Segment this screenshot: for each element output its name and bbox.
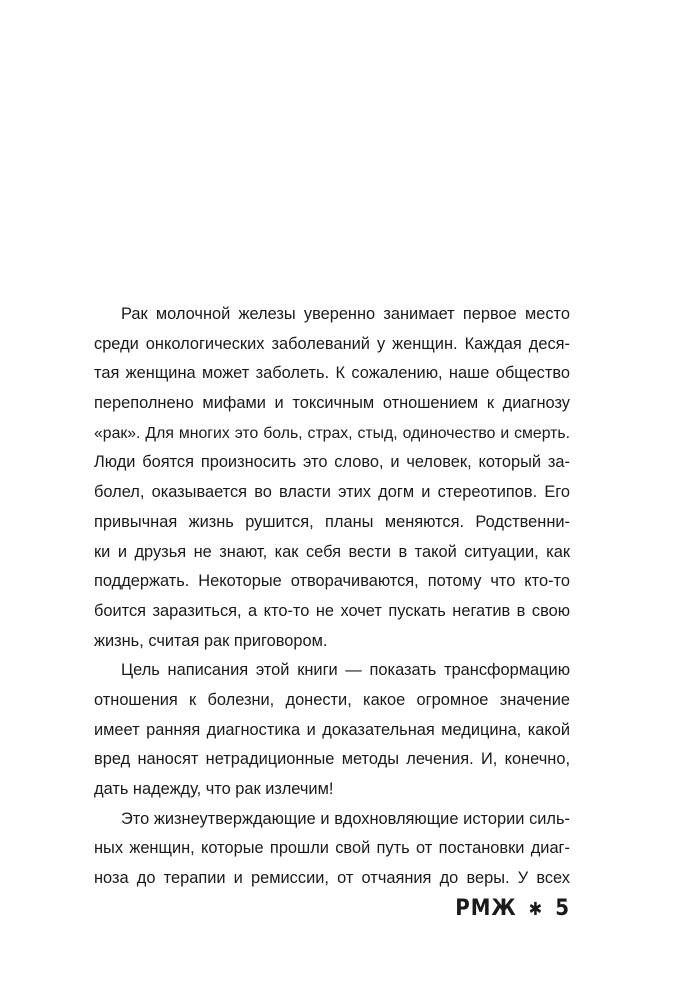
text-line: Это жизнеутверждающие и вдохновляющие истории силь- [121,809,570,828]
text-line: Рак молочной железы уверенно занимает первое место [121,305,570,323]
page-body-text [94,300,570,894]
text-line: вред наносят нетрадиционные методы лечения. И, конечно, [94,750,570,769]
text-line: «рак». Для многих это боль, страх, стыд, одиночество и смерть. [94,424,570,442]
running-title: РМЖ [455,896,517,921]
paragraph-1 [94,300,570,656]
text-line: жизнь, считая рак приговором. [94,631,328,650]
text-line: боится заразиться, а кто-то не хочет пускать негатив в свою [94,601,570,620]
text-line: тая женщина может заболеть. К сожалению, наше общество [94,364,570,383]
page-footer [455,896,570,921]
text-line: Цель написания этой книги — показать трансформацию [121,661,570,680]
text-line: болел, оказывается во власти этих догм и стереотипов. Его [94,483,570,502]
text-line: имеет ранняя диагностика и доказательная медицина, какой [94,720,570,739]
paragraph-3 [94,805,570,894]
text-line: отношения к болезни, донести, какое огромное значение [94,690,570,709]
star-separator-icon: ✱ [528,899,544,920]
text-line: Люди боятся произносить это слово, и человек, который за- [94,453,570,472]
paragraph-2 [94,656,570,804]
text-line: ки и друзья не знают, как себя вести в такой ситуации, как [94,542,570,561]
text-line: дать надежду, что рак излечим! [94,780,334,798]
text-line: привычная жизнь рушится, планы меняются. Родственни- [94,512,570,531]
text-line: среди онкологических заболеваний у женщин. Каждая деся- [94,334,570,353]
page-number: 5 [555,896,570,921]
text-line: переполнено мифами и токсичным отношением к диагнозу [94,394,570,413]
text-line: ноза до терапии и ремиссии, от отчаяния до веры. У всех [94,869,570,888]
text-line: ных женщин, которые прошли свой путь от постановки диаг- [94,839,570,858]
text-line: поддержать. Некоторые отворачиваются, потому что кто-то [94,572,570,591]
